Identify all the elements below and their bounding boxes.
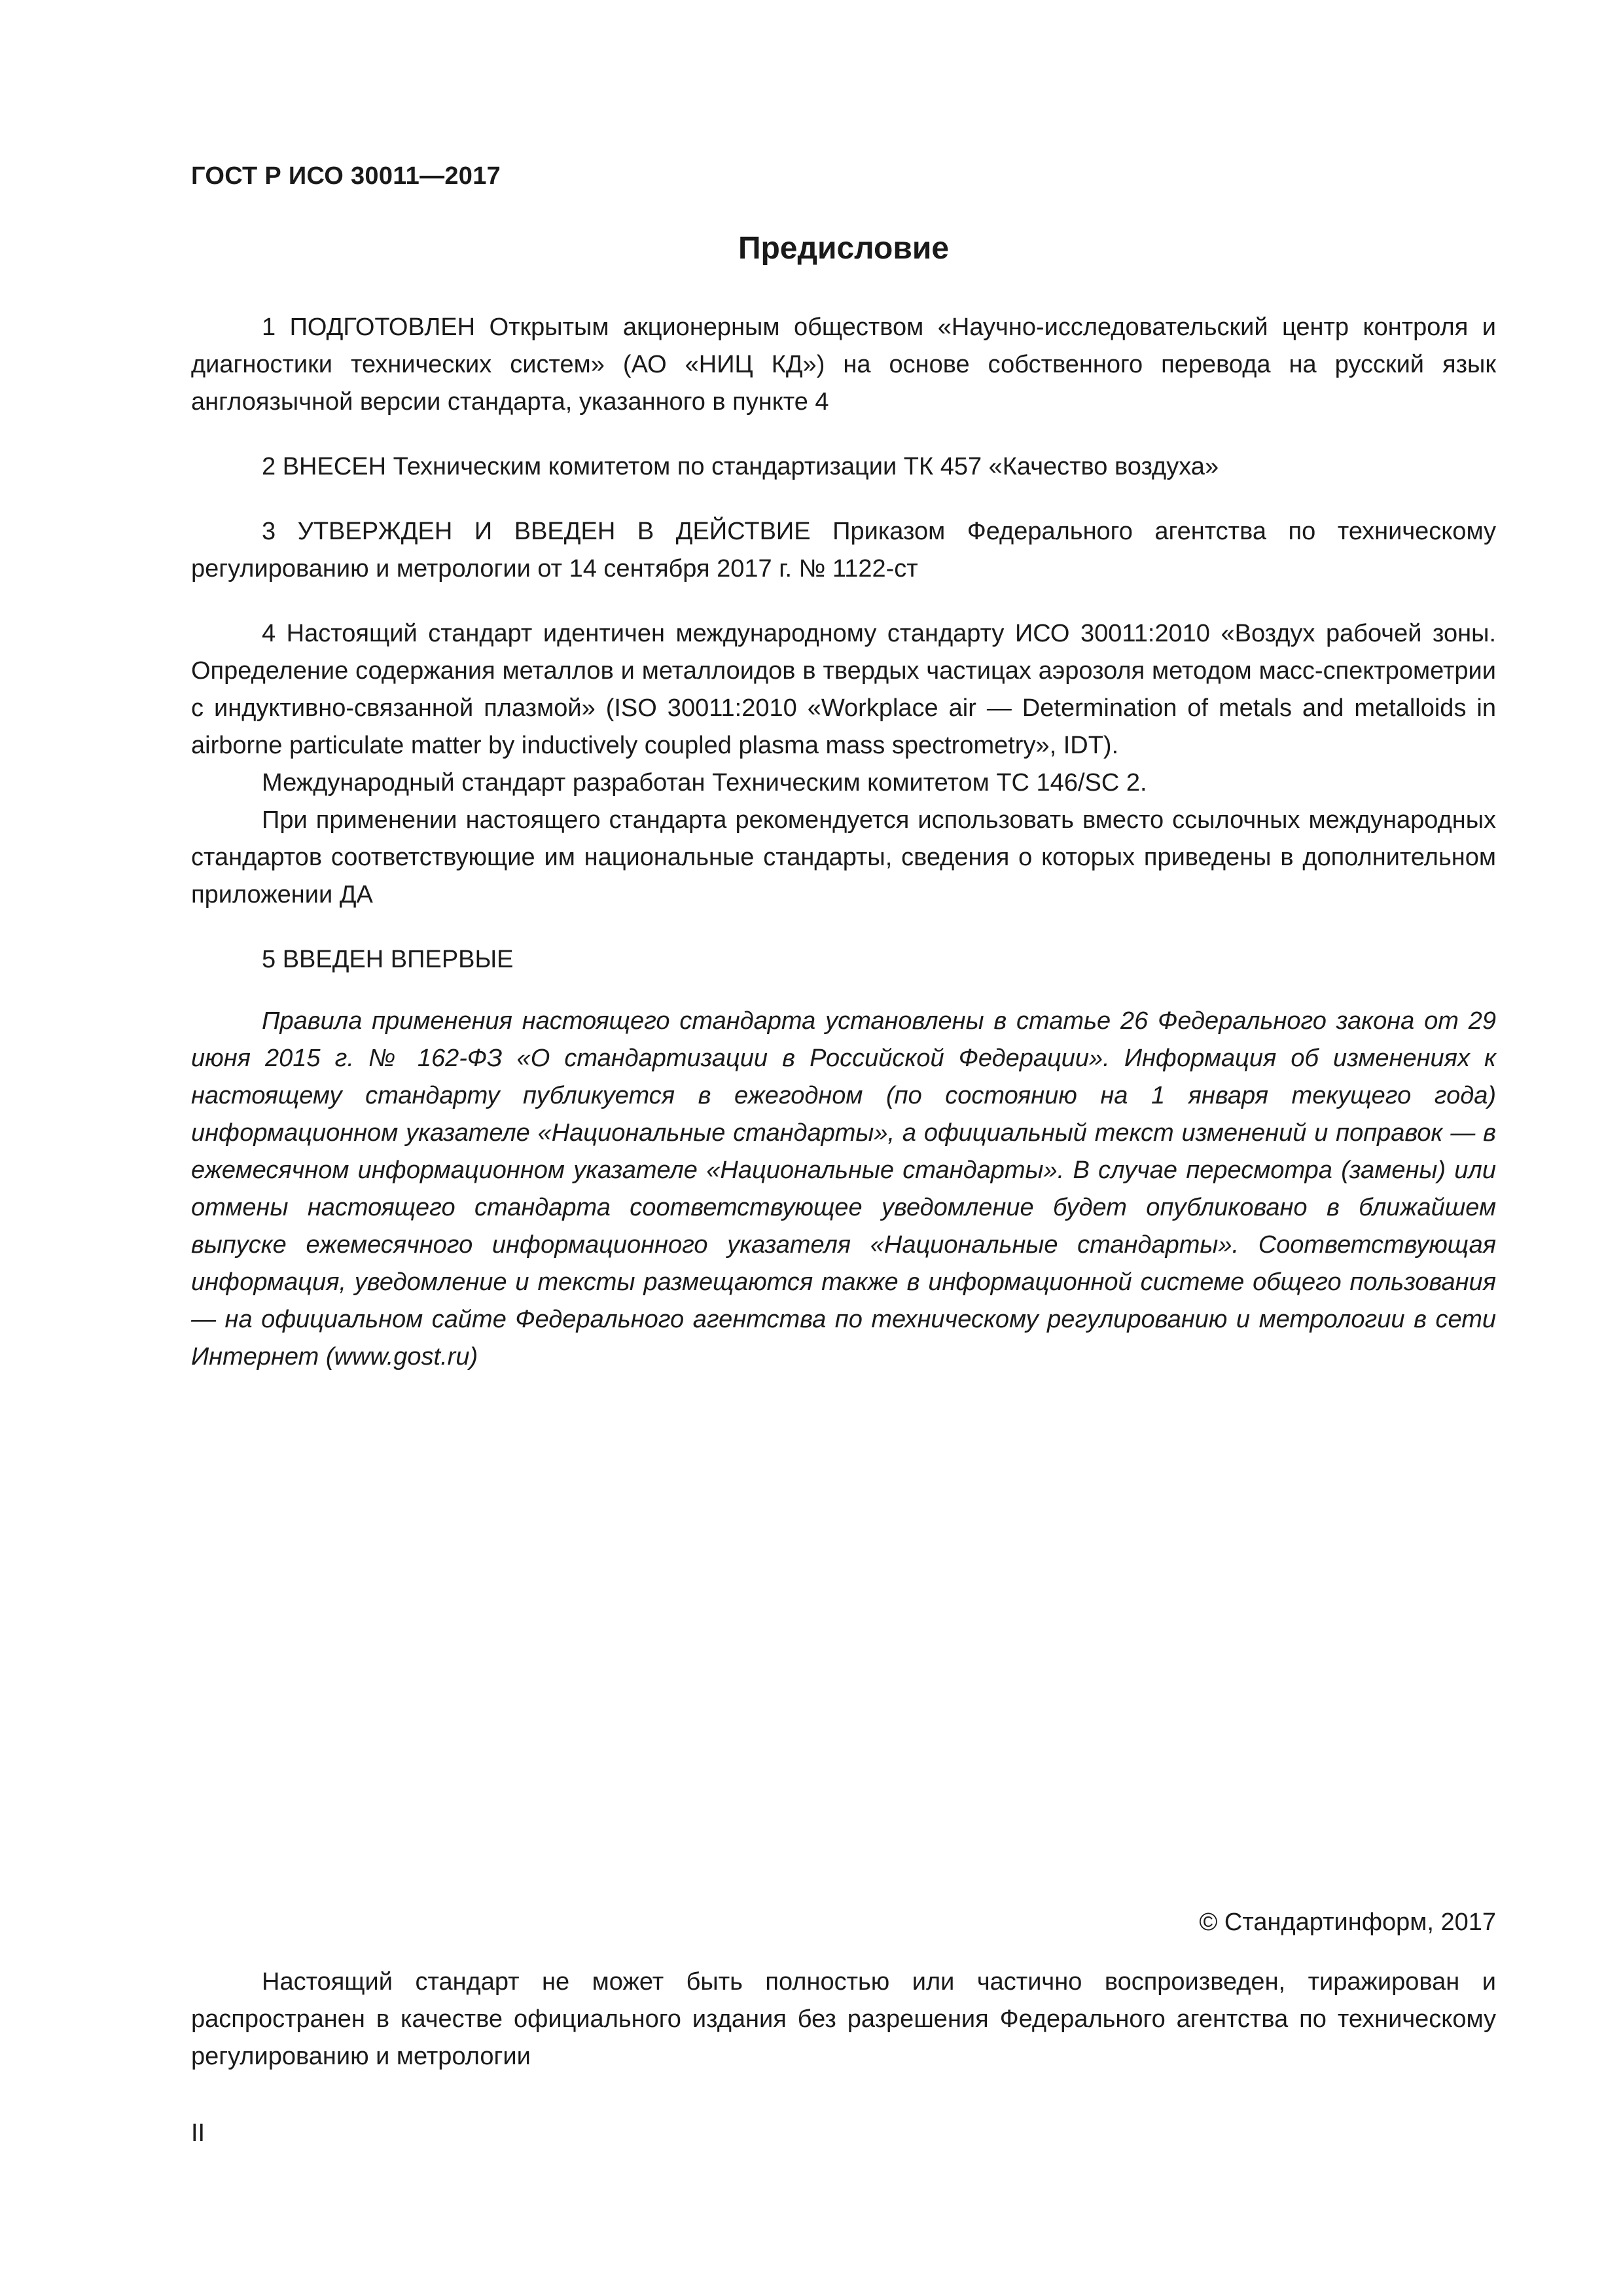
item-1-prepared: 1 ПОДГОТОВЛЕН Открытым акционерным обществом «Научно-исследовательский центр контроля и диагностики технических систем» (АО «НИЦ КД») на основе собственного перевода на русский язык англоязычной версии стандарта, указанного в пункте 4 — [191, 314, 1496, 416]
page-number: II — [191, 2119, 205, 2147]
item-3-approved: 3 УТВЕРЖДЕН И ВВЕДЕН В ДЕЙСТВИЕ Приказом Федерального агентства по техническому регулированию и метрологии от 14 сентября 2017 г. № 1122-ст — [191, 518, 1496, 583]
document-code: ГОСТ Р ИСО 30011—2017 — [191, 162, 501, 190]
copyright-line: © Стандартинформ, 2017 — [1199, 1909, 1496, 1936]
reproduction-notice-text: Настоящий стандарт не может быть полностью или частично воспроизведен, тиражирован и распространен в качестве официального издания без разрешения Федерального агентства по техническому регулированию и метрологии — [191, 1968, 1496, 2070]
reproduction-notice — [191, 1964, 1496, 2075]
item-4-identical: 4 Настоящий стандарт идентичен международному стандарту ИСО 30011:2010 «Воздух рабочей зоны. Определение содержания металлов и металлоидов в твердых частицах аэрозоля методом масс-спектрометрии с индуктивно-связанной плазмой» (ISO 30011:2010 «Workplace air — Determination of metals and metalloids in airborne particulate matter by inductively coupled plasma mass spectrometry», IDT). — [191, 620, 1496, 759]
foreword-items — [191, 309, 1496, 978]
page-title: Предисловие — [738, 231, 950, 266]
item-4-developed-by: Международный стандарт разработан Техническим комитетом ТС 146/SC 2. — [262, 769, 1147, 797]
rules-note — [191, 1003, 1496, 1376]
item-5-first-introduced: 5 ВВЕДЕН ВПЕРВЫЕ — [262, 946, 514, 973]
rules-note-text: Правила применения настоящего стандарта установлены в статье 26 Федерального закона от 29 июня 2015 г. № 162-ФЗ «О стандартизации в Российской Федерации». Информация об изменениях к настоящему стандарту публикуется в ежегодном (по состоянию на 1 января текущего года) информационном указателе «Национальные стандарты», а официальный текст изменений и поправок — в ежемесячном информационном указателе «Национальные стандарты». В случае пересмотра (замены) или отмены настоящего стандарта соответствующее уведомление будет опубликовано в ближайшем выпуске ежемесячного информационного указателя «Национальные стандарты». Соответствующая информация, уведомление и тексты размещаются также в информационной системе общего пользования — на официальном сайте Федерального агентства по техническому регулированию и метрологии в сети Интернет (www.gost.ru) — [191, 1007, 1496, 1371]
item-4-application-note: При применении настоящего стандарта рекомендуется использовать вместо ссылочных международных стандартов соответствующие им национальные стандарты, сведения о которых приведены в дополнительном приложении ДА — [191, 806, 1496, 908]
item-2-submitted: 2 ВНЕСЕН Техническим комитетом по стандартизации ТК 457 «Качество воздуха» — [262, 453, 1219, 480]
